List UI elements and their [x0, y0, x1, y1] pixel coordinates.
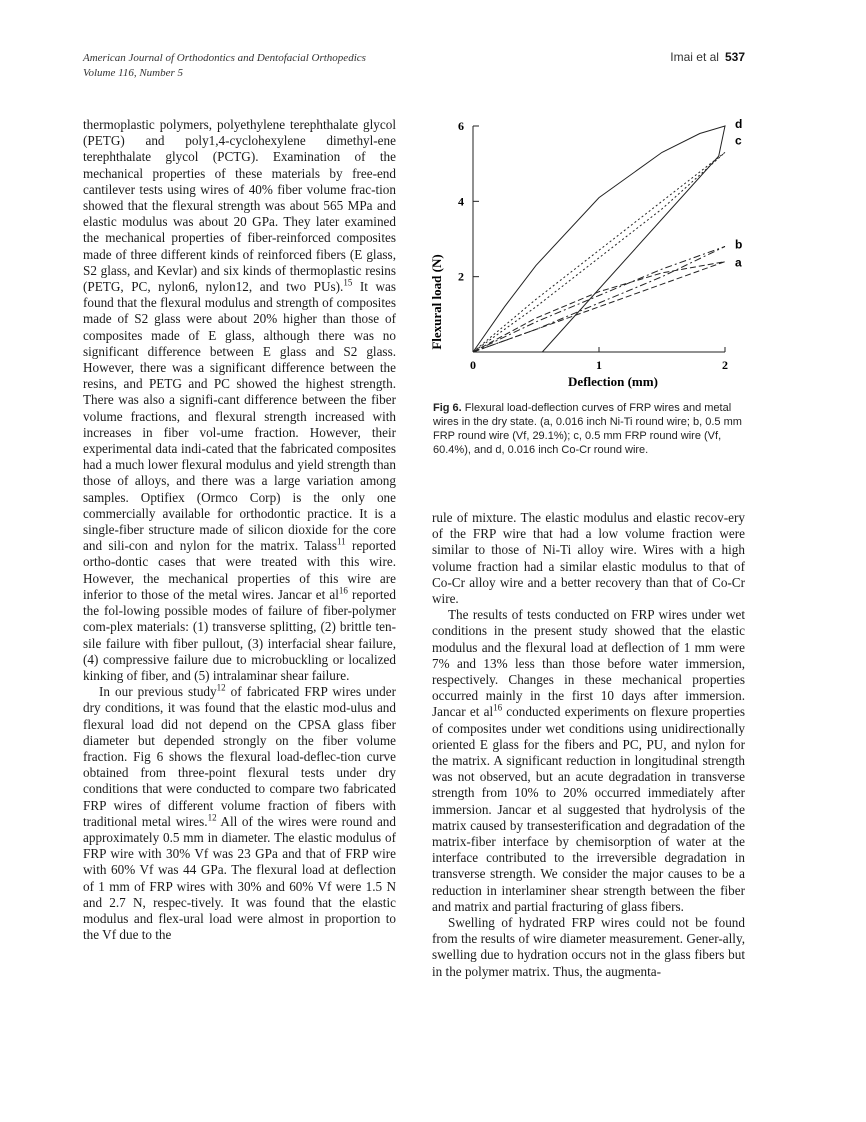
- paragraph: Swelling of hydrated FRP wires could not be found from the results of wire diameter measurement. Gener-ally, swelling due to hydration occurs not in the glass fibers but in the polymer matrix. Thus, the augmenta-: [432, 915, 745, 979]
- figure-6: [420, 112, 750, 402]
- running-header: [83, 51, 366, 81]
- journal-volume: Volume 116, Number 5: [83, 67, 184, 79]
- author-names: Imai et al: [670, 50, 719, 64]
- paragraph: rule of mixture. The elastic modulus and elastic recov-ery of the FRP wire that had a low volume fraction were similar to those of Ni-Ti alloy wire. Wires with a high volume fraction had a similar elastic modulus to that of Co-Cr alloy wire and a better recovery than that of Co-Cr wire.: [432, 510, 745, 607]
- x-tick-label: 2: [722, 358, 728, 372]
- journal-name: American Journal of Orthodontics and Dentofacial Orthopedics: [83, 52, 366, 64]
- paragraph: In our previous study$^{12}$ of fabricated FRP wires under dry conditions, it was found that the elastic mod-ulus and flexural load did not depend on the CPSA glass fiber diameter but depended strongly on the fiber volume fraction. Fig 6 shows the flexural load-deflec-tion curve obtained from three-point flexural tests under dry conditions that were conducted to compare two fabricated FRP wires of different volume fraction of fibers with traditional metal wires.$^{12}$ All of the wires were round and approximately 0.5 mm in diameter. The elastic modulus of FRP wire with 30% Vf was 23 GPa and that of FRP wire with 60% Vf was 44 GPa. The flexural load at deflection of 1 mm of FRP wires with 30% and 60% Vf were 1.5 N and 2.7 N, respec-tively. It was found that the elastic modulus and flex-ural load were almost in proportion to the Vf due to the: [83, 682, 396, 943]
- page-number: 537: [724, 50, 745, 64]
- curve-c: [473, 152, 725, 352]
- curve-label-c: c: [735, 133, 742, 148]
- figure-caption: Fig 6. Flexural load-deflection curves of FRP wires and metal wires in the dry state. (a, 0.016 inch Ni-Ti round wire; b, 0.5 mm FRP round wire (Vf, 29.1%); c, 0.5 mm FRP round wire (Vf, 60.4%), and d, 0.016 inch Co-Cr round wire.: [433, 402, 742, 456]
- page-header-right: [670, 50, 745, 64]
- x-axis-label: Deflection (mm): [568, 374, 658, 389]
- curve-d: [473, 126, 725, 352]
- paragraph: The results of tests conducted on FRP wires under wet conditions in the present study showed that the elastic modulus and the flexural load at deflection of 1 mm were 7% and 13% less than those before water immersion, respectively. Changes in these mechanical properties occurred mainly in the first 10 days after immersion. Jancar et $al^{16}$ conducted experiments on flexure properties of composites under wet conditions using unidirectionally oriented E glass for the fibers and PC, PU, and nylon for the matrix. A significant reduction in longitudinal strength was not observed, but an acute degradation in transverse strength from 10% to 20% occurred immediately after immersion. Jancar et al suggested that hydrolysis of the matrix caused by transesterification and degradation of the matrix-fiber interface by chemisorption of water at the interface contributed to the irreversible degradation in transverse strength. We consider the major causes to be a reduction in interlaminer shear strength between the fiber and matrix and partial fracturing of glass fibers.: [432, 607, 745, 914]
- curve-label-a: a: [735, 255, 742, 270]
- x-tick-label: 0: [470, 358, 476, 372]
- left-column: [83, 117, 396, 943]
- y-axis-label: Flexural load (N): [429, 254, 444, 350]
- right-column: [432, 510, 745, 980]
- x-tick-label: 1: [596, 358, 602, 372]
- y-tick-label: 6: [458, 119, 464, 133]
- y-tick-label: 2: [458, 269, 464, 284]
- curve-label-b: b: [735, 237, 743, 252]
- y-tick-label: 4: [458, 194, 464, 209]
- curve-label-d: d: [735, 117, 743, 131]
- paragraph: thermoplastic polymers, polyethylene terephthalate glycol (PETG) and poly1,4-cyclohexylene dimethyl-ene terephthalate glycol (PCTG). Examination of the mechanical properties of these materials by free-end cantilever tests using wires of 40% fiber volume frac-tion showed that the flexural strength was about 565 MPa and elastic modulus was about 20 GPa. They later examined the mechanical properties of fiber-reinforced composites made of three different kinds of reinforced fibers (E glass, S2 glass, and Kevlar) and six kinds of thermoplastic resins (PETG, PC, nylon6, nylon12, and two PUs).$^{15}$ It was found that the flexural modulus and strength of composites made of S2 glass were about 20% higher than those of composites made of E glass, although there was no significant difference between E glass and S2 glass. However, there was a significant difference between the resins, and PETG and PC showed the highest strength. There was also a signifi-cant difference between the fiber volume fractions, and flexural strength increased with increases in fiber vol-ume fraction. However, their experimental data indi-cated that the fabricated composites had a much lower flexural modulus and yield strength than those of alloys, and there was a large variation among samples. Optifiex (Ormco Corp) is the only one commercially available for orthodontic practice. It is a single-fiber structure made of silicon dioxide for the core and sili-con and nylon for the matrix. Talass$^{11}$ reported ortho-dontic cases that were treated with this wire. However, the mechanical properties of this wire are inferior to those of the metal wires. Jancar et $al^{16}$ reported the fol-lowing possible modes of failure of fiber-polymer com-plex materials: (1) transverse splitting, (2) brittle ten-sile failure with fiber pullout, (3) interfacial shear failure, (4) compressive failure due to microbuckling or localized kinking of fiber, and (5) intralaminar shear failure.: [83, 117, 396, 683]
- load-deflection-chart: [420, 112, 750, 402]
